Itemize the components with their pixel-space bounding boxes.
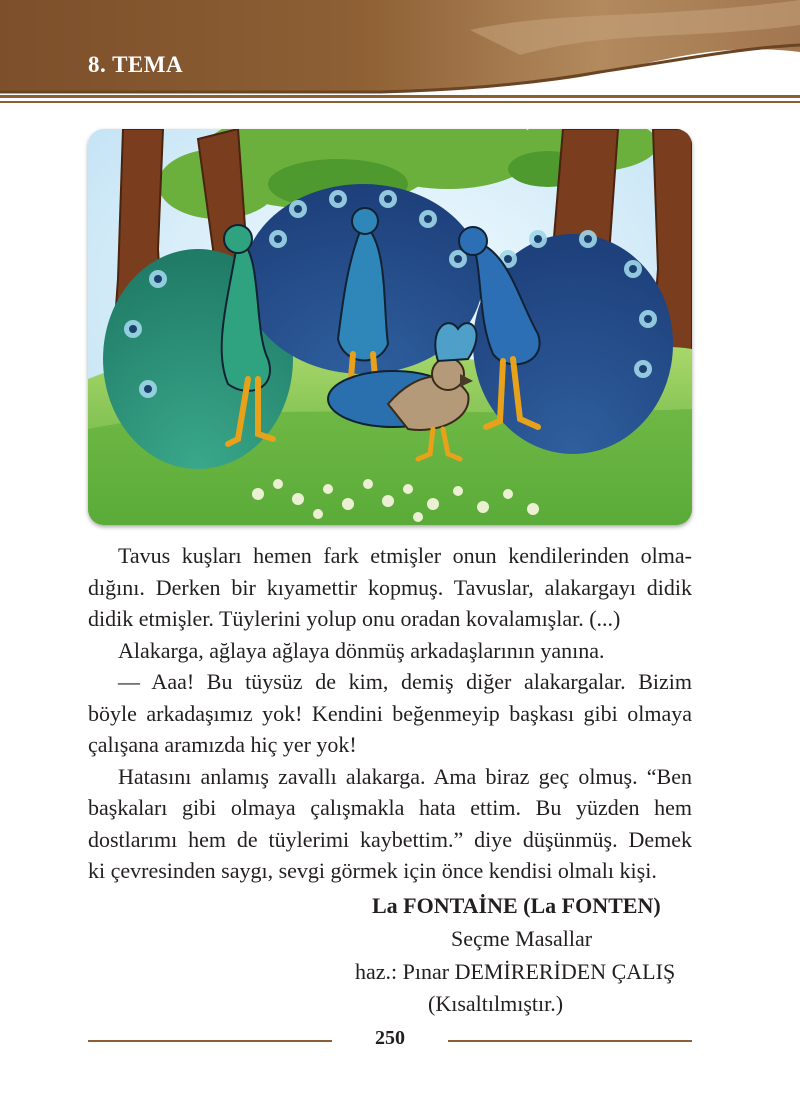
author-name: La FONTAİNE (La FONTEN): [372, 893, 661, 918]
story-paragraph: Tavus kuşları hemen fark etmişler onun kendilerinden olma- dığını. Derken bir kıyamettir kopmuş. Tavuslar, alakargayı didik didik etmişler. Tüylerini yolup onu oradan kovalamışlar. (...): [88, 543, 692, 631]
footer-rule-right: [448, 1040, 692, 1042]
abridged-note: (Kısaltılmıştır.): [428, 991, 564, 1016]
story-text: [88, 540, 692, 887]
story-paragraph: Hatasını anlamış zavallı alakarga. Ama biraz geç olmuş. “Ben başkaları gibi olmaya çalışmakla hata ettim. Bu yüzden hem dostlarımı hem de tüylerimi kaybettim.” diye düşünmüş. Demek ki çevresinden saygı, sevgi görmek için önce kendisi olmalı kişi.: [88, 763, 692, 883]
footer-rule-left: [88, 1040, 332, 1042]
story-illustration: [88, 129, 692, 525]
page-number: 250: [375, 1027, 405, 1049]
book-title: Seçme Masallar: [451, 926, 593, 951]
chapter-title: 8. TEMA: [88, 52, 184, 77]
story-paragraph: Alakarga, ağlaya ağlaya dönmüş arkadaşlarının yanına.: [118, 637, 605, 663]
story-paragraph: — Aaa! Bu tüysüz de kim, demiş diğer alakargalar. Bizim böyle arkadaşımız yok! Kendini beğenmeyip başkası gibi olmaya çalışana aramızda hiç yer yok!: [88, 669, 692, 757]
chapter-header: [0, 0, 800, 110]
editor-name: haz.: Pınar DEMİRERİDEN ÇALIŞ: [355, 959, 676, 984]
